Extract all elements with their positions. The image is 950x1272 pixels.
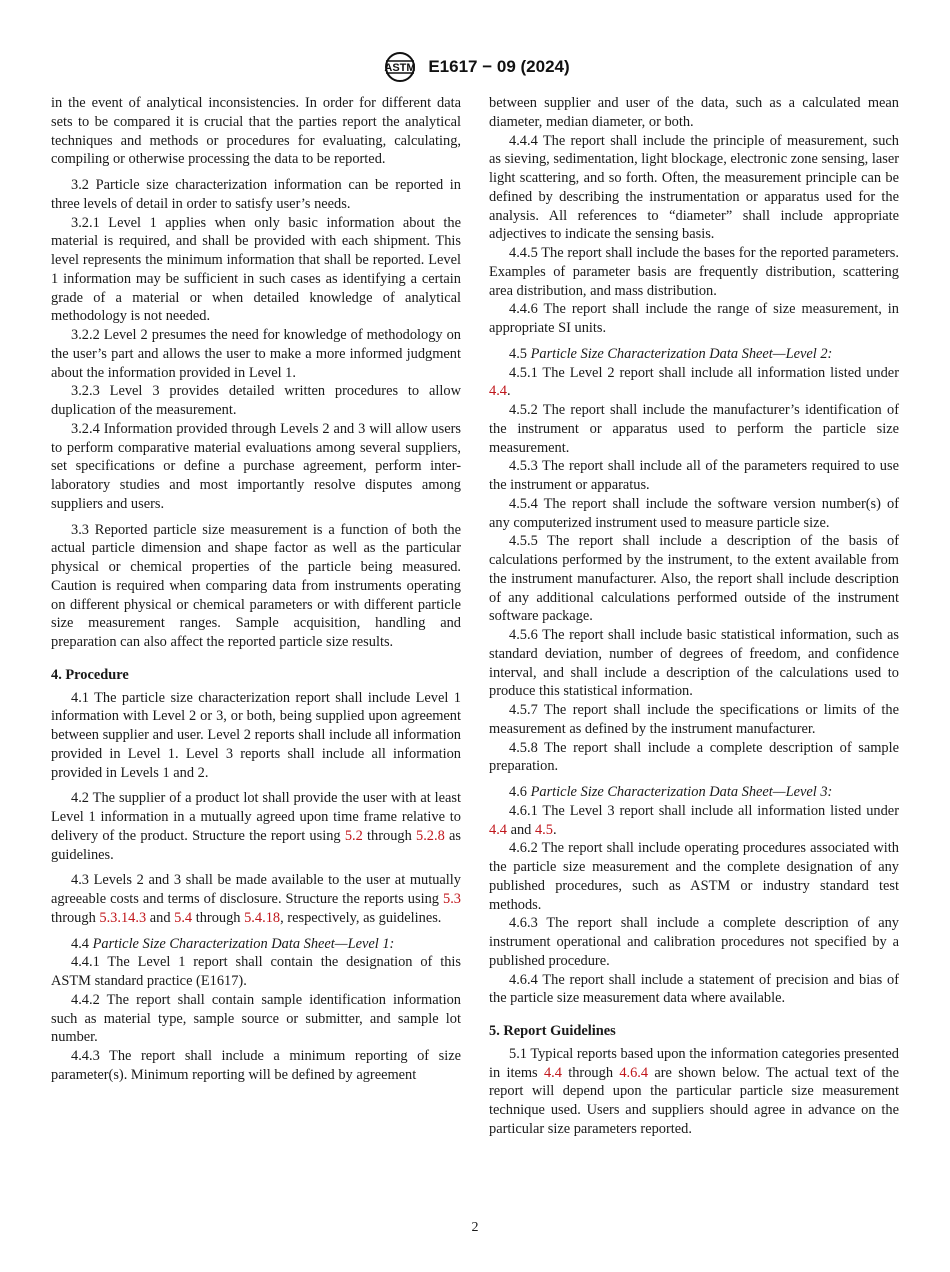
link-5-3[interactable]: 5.3: [443, 891, 461, 907]
link-5-4[interactable]: 5.4: [174, 909, 193, 926]
link-5-2[interactable]: 5.2: [344, 827, 363, 844]
paragraph-4-5-7: 4.5.7 The report shall include the specifications or limits of the measurement as defined by the instrument manufacturer.: [489, 702, 899, 737]
paragraph-4-4-3: 4.4.3 The report shall include a minimum reporting of size parameter(s). Minimum reporting will be defined by agreement: [51, 1048, 461, 1083]
paragraph-4-6-3: 4.6.3 The report shall include a complete description of any instrument operational and calibration procedures not specified by a published procedure.: [489, 915, 899, 969]
paragraph-3-2: 3.2 Particle size characterization information can be reported in three levels of detail in order to satisfy user’s needs.: [51, 177, 461, 212]
paragraph-3-2-2: 3.2.2 Level 2 presumes the need for knowledge of methodology on the user’s part and allows the user to make a more informed judgment about the information provided in Level 1.: [51, 327, 461, 381]
page-header: [0, 50, 950, 84]
section-heading-procedure: 4. Procedure: [51, 666, 129, 683]
paragraph-4-5-1: 4.5.1 The Level 2 report shall include all information listed under 4.4.: [489, 364, 899, 400]
left-column: [51, 94, 461, 1085]
subsection-title-level-2: Particle Size Characterization Data Sheet—Level 2:: [530, 345, 833, 362]
link-4-4[interactable]: 4.4: [489, 383, 507, 400]
paragraph-4-5-6: 4.5.6 The report shall include basic statistical information, such as standard deviation, number of degrees of freedom, and confidence interval, and shall include a description of the calculations used to produce this statistical information.: [489, 627, 899, 700]
subsection-title-level-3: Particle Size Characterization Data Sheet—Level 3:: [530, 784, 833, 800]
paragraph-4-5-8: 4.5.8 The report shall include a complete description of sample preparation.: [489, 739, 899, 775]
paragraph-4-6-4: 4.6.4 The report shall include a statement of precision and bias of the particle size measurement data where available.: [489, 971, 899, 1007]
paragraph-4-4: 4.4 Particle Size Characterization Data Sheet—Level 1:: [71, 935, 395, 952]
paragraph-4-4-4: 4.4.4 The report shall include the principle of measurement, such as sieving, sedimentation, light blockage, electronic zone sensing, laser light scattering, and so forth. Often, the measurement principle can be defined by describing the instrumentation or apparatus used for the analysis. All references to “diameter” shall include appropriate adjectives to indicate the sensing basis.: [489, 132, 900, 243]
link-4-6-4[interactable]: 4.6.4: [619, 1064, 649, 1081]
svg-text:ASTM: ASTM: [384, 62, 416, 74]
section-heading-report-guidelines: 5. Report Guidelines: [489, 1023, 616, 1039]
paragraph-4-2: 4.2 The supplier of a product lot shall provide the user with at least Level 1 information in a mutually agreed upon time frame relative to delivery of the product. Structure the report using 5.2 through 5.2.8 as guidelines.: [51, 790, 461, 863]
paragraph-4-5-3: 4.5.3 The report shall include all of the parameters required to use the instrument or apparatus.: [489, 458, 899, 493]
paragraph-4-5-2: 4.5.2 The report shall include the manufacturer’s identification of the instrument or apparatus used to perform the particle size measurement.: [489, 402, 899, 456]
paragraph-4-1: 4.1 The particle size characterization report shall include Level 1 information with Level 2 or 3, or both, being supplied upon agreement between supplier and user. Level 2 reports shall include all information provided in Level 1. Level 3 reports shall include all information provided in Levels 1 and 2.: [51, 689, 461, 781]
paragraph-3-2-4: 3.2.4 Information provided through Levels 2 and 3 will allow users to perform comparative material evaluations among several suppliers, set specifications or define a purchase agreement, perform inter-laboratory studies and most importantly resolve disputes among suppliers and users.: [51, 420, 461, 512]
link-5-4-18[interactable]: 5.4.18: [244, 909, 281, 926]
paragraph-4-5-4: 4.5.4 The report shall include the software version number(s) of any computerized instrument used to measure particle size.: [489, 495, 899, 531]
right-column: [489, 94, 899, 1139]
paragraph-4-4-1: 4.4.1 The Level 1 report shall contain the designation of this ASTM standard practice (E1617).: [51, 954, 461, 989]
link-5-3-14-3[interactable]: 5.3.14.3: [99, 909, 147, 926]
document-designation: E1617 − 09 (2024): [428, 57, 570, 76]
paragraph-4-6: 4.6 Particle Size Characterization Data Sheet—Level 3:: [509, 784, 833, 800]
paragraph-continued: in the event of analytical inconsistencies. In order for different data sets to be compared it is crucial that the parties report the analytical techniques and methods or procedures for evaluating, calculating, compiling or otherwise processing the data to be reported.: [51, 95, 461, 168]
paragraph-4-5-5: 4.5.5 The report shall include a description of the basis of calculations performed by the instrument, to the extent available from the instrument manufacturer. Also, the report shall include description of any additional calculations performed outside of the instrument software package.: [489, 533, 899, 625]
link-4-5[interactable]: 4.5: [534, 821, 553, 838]
link-5-2-8[interactable]: 5.2.8: [416, 827, 445, 844]
paragraph-4-5: 4.5 Particle Size Characterization Data Sheet—Level 2:: [509, 345, 833, 362]
paragraph-3-3: 3.3 Reported particle size measurement is a function of both the actual particle dimension and shape factor as well as the particular physical or chemical properties of the particle being measured. Caution is required when comparing data from instruments operating on different physical or chemical parameters or with different particle size measurement ranges. Sample acquisition, handling and preparation can also affect the reported particle size results.: [51, 521, 461, 650]
paragraph-4-4-3-continued: between supplier and user of the data, such as a calculated mean diameter, median diameter, or both.: [489, 95, 899, 130]
paragraph-5-1: 5.1 Typical reports based upon the information categories presented in items 4.4 through 4.6.4 are shown below. The actual text of the report will depend upon the particular particle size measurement technique used. Users and suppliers should agree in advance on the particular size parameters reported.: [489, 1045, 899, 1137]
paragraph-4-6-1: 4.6.1 The Level 3 report shall include all information listed under 4.4 and 4.5.: [489, 802, 899, 838]
subsection-title-level-1: Particle Size Characterization Data Sheet—Level 1:: [92, 935, 395, 952]
link-4-4[interactable]: 4.4: [543, 1064, 562, 1081]
link-4-4[interactable]: 4.4: [489, 821, 507, 838]
paragraph-4-4-5: 4.4.5 The report shall include the bases for the reported parameters. Examples of parameter basis are frequently distribution, scattering area distribution, and mass distribution.: [489, 245, 899, 299]
paragraph-4-6-2: 4.6.2 The report shall include operating procedures associated with the particle size measurement and the complete designation of any published procedures, such as ASTM or industry standard test methods.: [489, 840, 899, 913]
paragraph-3-2-3: 3.2.3 Level 3 provides detailed written procedures to allow duplication of the measurement.: [51, 383, 461, 418]
paragraph-4-4-6: 4.4.6 The report shall include the range of size measurement, in appropriate SI units.: [489, 301, 899, 336]
paragraph-4-3: 4.3 Levels 2 and 3 shall be made available to the user at mutually agreeable costs and terms of disclosure. Structure the reports using 5.3 through 5.3.14.3 and 5.4 through 5.4.18, respectively, as guidelines.: [51, 872, 461, 926]
paragraph-4-4-2: 4.4.2 The report shall contain sample identification information such as material type, sample source or submitter, and sample lot number.: [51, 991, 461, 1046]
paragraph-3-2-1: 3.2.1 Level 1 applies when only basic information about the material is required, and shall be provided with each shipment. This level represents the minimum information that shall be reported. Level 1 information may be sufficient in such cases as identifying a certain grade of a material or when detailed knowledge of analytical methodology is not needed.: [51, 214, 461, 325]
astm-logo-icon: [380, 50, 420, 84]
page-number: 2: [471, 1220, 479, 1235]
